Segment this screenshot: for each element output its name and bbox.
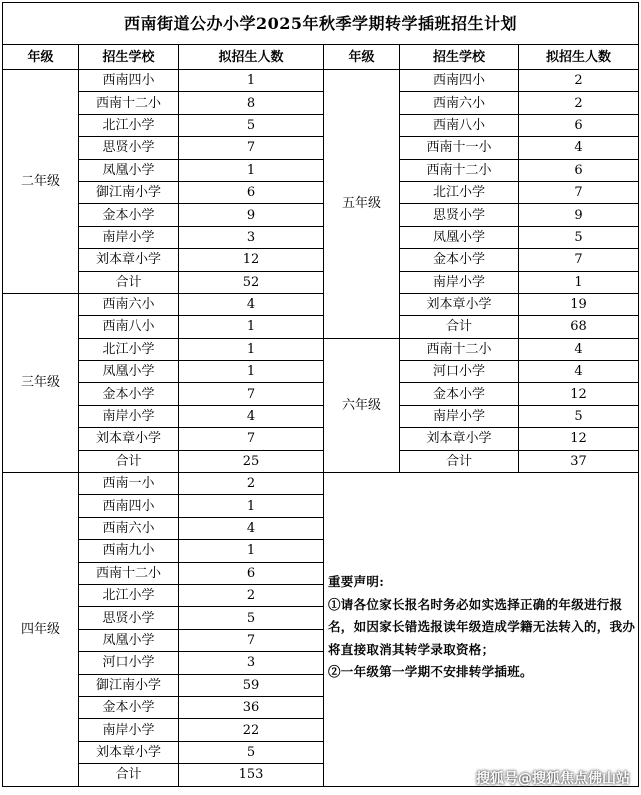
- school-cell: 刘本章小学: [79, 741, 179, 763]
- notice-cell: [324, 473, 639, 786]
- school-cell: 西南六小: [79, 517, 179, 539]
- enrollment-plan-table: [2, 2, 639, 787]
- table-row: [3, 316, 639, 338]
- count-cell: 2: [179, 584, 324, 606]
- school-cell: 凤凰小学: [79, 159, 179, 181]
- header-grade-left: 年级: [3, 45, 79, 70]
- enrollment-plan-sheet: [2, 2, 638, 792]
- school-cell: 西南十二小: [79, 562, 179, 584]
- count-cell: 1: [519, 271, 639, 293]
- school-cell: 西南六小: [79, 293, 179, 315]
- school-cell: 北江小学: [79, 584, 179, 606]
- count-cell: 1: [179, 495, 324, 517]
- table-row: [3, 92, 639, 114]
- school-cell: 南岸小学: [79, 226, 179, 248]
- table-row: [3, 181, 639, 203]
- count-cell: 4: [519, 338, 639, 360]
- school-cell: 西南四小: [79, 495, 179, 517]
- count-cell: 4: [179, 517, 324, 539]
- count-cell: 52: [179, 271, 324, 293]
- school-cell: 西南十二小: [79, 92, 179, 114]
- table-row: [3, 293, 639, 315]
- header-grade-right: 年级: [324, 45, 400, 70]
- table-row: [3, 473, 639, 495]
- header-count-left: 拟招生人数: [179, 45, 324, 70]
- table-row: [3, 70, 639, 92]
- header-count-right: 拟招生人数: [519, 45, 639, 70]
- school-cell: 刘本章小学: [79, 428, 179, 450]
- count-cell: 9: [179, 204, 324, 226]
- table-row: [3, 137, 639, 159]
- school-cell: 凤凰小学: [79, 629, 179, 651]
- school-cell: 西南四小: [400, 70, 519, 92]
- count-cell: 36: [179, 696, 324, 718]
- school-cell: 思贤小学: [400, 204, 519, 226]
- count-cell: 12: [179, 249, 324, 271]
- count-cell: 6: [519, 159, 639, 181]
- school-cell: 西南八小: [400, 114, 519, 136]
- count-cell: 1: [179, 316, 324, 338]
- count-cell: 5: [179, 607, 324, 629]
- grade-label-grade6: 六年级: [324, 338, 400, 472]
- school-cell: 金本小学: [79, 383, 179, 405]
- count-cell: 8: [179, 92, 324, 114]
- school-cell: 金本小学: [400, 383, 519, 405]
- count-cell: 4: [519, 361, 639, 383]
- count-cell: 6: [179, 181, 324, 203]
- table-row: [3, 249, 639, 271]
- school-cell: 合计: [400, 316, 519, 338]
- school-cell: 南岸小学: [400, 271, 519, 293]
- count-cell: 1: [179, 540, 324, 562]
- count-cell: 4: [179, 405, 324, 427]
- count-cell: 12: [519, 428, 639, 450]
- count-cell: 2: [179, 473, 324, 495]
- table-row: [3, 271, 639, 293]
- school-cell: 合计: [79, 450, 179, 472]
- count-cell: 3: [179, 226, 324, 248]
- count-cell: 1: [179, 159, 324, 181]
- school-cell: 合计: [79, 764, 179, 786]
- table-row: [3, 405, 639, 427]
- count-cell: 68: [519, 316, 639, 338]
- school-cell: 南岸小学: [79, 405, 179, 427]
- grade-label-grade3: 三年级: [3, 293, 79, 472]
- count-cell: 7: [179, 428, 324, 450]
- school-cell: 西南八小: [79, 316, 179, 338]
- school-cell: 南岸小学: [79, 719, 179, 741]
- school-cell: 西南一小: [79, 473, 179, 495]
- school-cell: 北江小学: [400, 181, 519, 203]
- table-row: [3, 114, 639, 136]
- count-cell: 153: [179, 764, 324, 786]
- page-title: 西南街道公办小学2025年秋季学期转学插班招生计划: [3, 3, 639, 45]
- count-cell: 3: [179, 652, 324, 674]
- school-cell: 合计: [79, 271, 179, 293]
- count-cell: 1: [179, 338, 324, 360]
- count-cell: 4: [519, 137, 639, 159]
- school-cell: 金本小学: [79, 204, 179, 226]
- table-row: [3, 226, 639, 248]
- school-cell: 河口小学: [79, 652, 179, 674]
- count-cell: 2: [519, 70, 639, 92]
- count-cell: 5: [179, 114, 324, 136]
- school-cell: 西南四小: [79, 70, 179, 92]
- header-school-right: 招生学校: [400, 45, 519, 70]
- count-cell: 4: [179, 293, 324, 315]
- notice-item-1: ①请各位家长报名时务必如实选择正确的年级进行报名，如因家长错选报读年级造成学籍无法转入的，我办将直接取消其转学录取资格；: [328, 596, 636, 657]
- count-cell: 2: [519, 92, 639, 114]
- school-cell: 西南十二小: [400, 338, 519, 360]
- notice-item-2: ②一年级第一学期不安排转学插班。: [328, 664, 533, 680]
- school-cell: 北江小学: [79, 338, 179, 360]
- school-cell: 西南六小: [400, 92, 519, 114]
- school-cell: 西南九小: [79, 540, 179, 562]
- watermark: 搜狐号@搜狐焦点佛山站: [476, 771, 630, 787]
- school-cell: 思贤小学: [79, 137, 179, 159]
- count-cell: 5: [179, 741, 324, 763]
- table-row: [3, 450, 639, 472]
- school-cell: 思贤小学: [79, 607, 179, 629]
- school-cell: 南岸小学: [400, 405, 519, 427]
- header-school-left: 招生学校: [79, 45, 179, 70]
- count-cell: 7: [179, 629, 324, 651]
- count-cell: 19: [519, 293, 639, 315]
- school-cell: 金本小学: [400, 249, 519, 271]
- school-cell: 凤凰小学: [400, 226, 519, 248]
- count-cell: 9: [519, 204, 639, 226]
- count-cell: 7: [179, 383, 324, 405]
- table-row: [3, 204, 639, 226]
- count-cell: 37: [519, 450, 639, 472]
- count-cell: 7: [519, 249, 639, 271]
- count-cell: 6: [519, 114, 639, 136]
- count-cell: 25: [179, 450, 324, 472]
- count-cell: 7: [519, 181, 639, 203]
- count-cell: 6: [179, 562, 324, 584]
- grade-label-grade4: 四年级: [3, 473, 79, 786]
- count-cell: 12: [519, 383, 639, 405]
- count-cell: 5: [519, 405, 639, 427]
- school-cell: 北江小学: [79, 114, 179, 136]
- school-cell: 御江南小学: [79, 181, 179, 203]
- school-cell: 凤凰小学: [79, 361, 179, 383]
- count-cell: 5: [519, 226, 639, 248]
- grade-label-grade2: 二年级: [3, 70, 79, 294]
- school-cell: 金本小学: [79, 696, 179, 718]
- school-cell: 西南十一小: [400, 137, 519, 159]
- school-cell: 合计: [400, 450, 519, 472]
- school-cell: 御江南小学: [79, 674, 179, 696]
- count-cell: 1: [179, 70, 324, 92]
- school-cell: 刘本章小学: [400, 428, 519, 450]
- school-cell: 刘本章小学: [79, 249, 179, 271]
- table-row: [3, 159, 639, 181]
- table-row: [3, 338, 639, 360]
- count-cell: 7: [179, 137, 324, 159]
- grade-label-grade5: 五年级: [324, 70, 400, 339]
- table-row: [3, 361, 639, 383]
- school-cell: 河口小学: [400, 361, 519, 383]
- school-cell: 西南十二小: [400, 159, 519, 181]
- count-cell: 59: [179, 674, 324, 696]
- notice-heading: 重要声明:: [328, 574, 385, 590]
- table-row: [3, 383, 639, 405]
- school-cell: 刘本章小学: [400, 293, 519, 315]
- count-cell: 22: [179, 719, 324, 741]
- table-row: [3, 428, 639, 450]
- count-cell: 1: [179, 361, 324, 383]
